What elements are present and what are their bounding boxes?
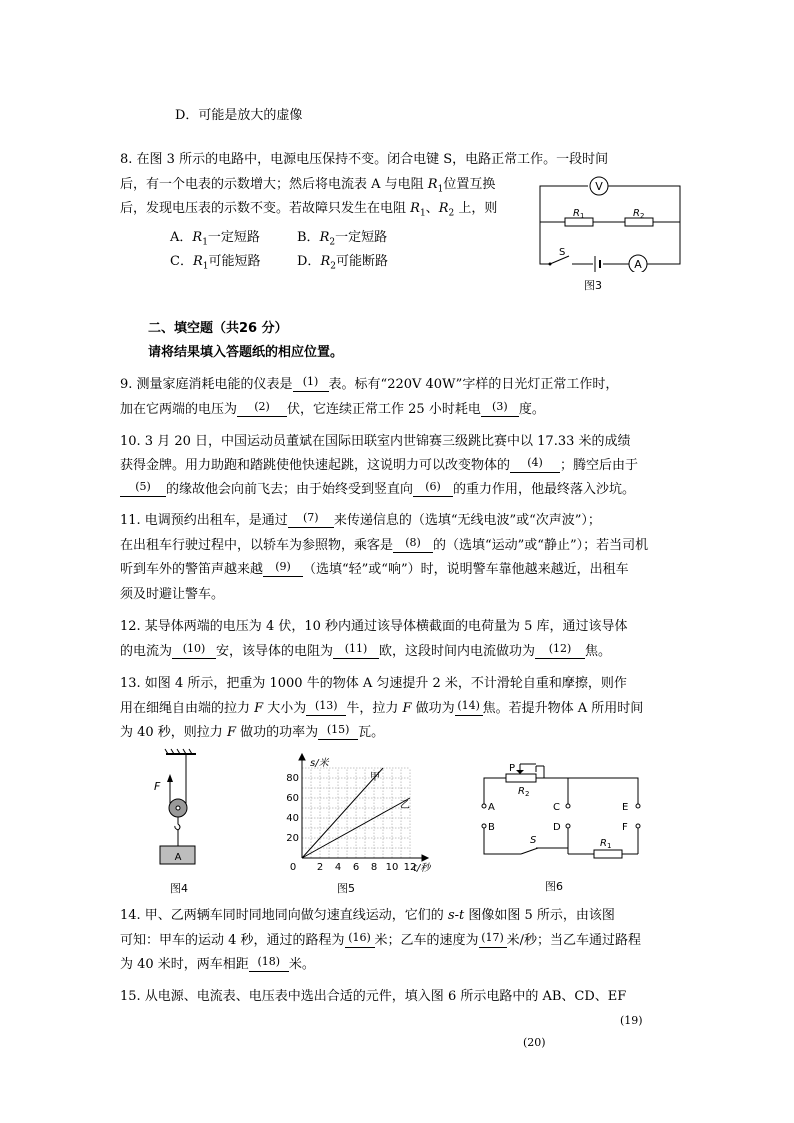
block-label: A [174, 852, 182, 863]
answer-blank-19[interactable]: (19) [620, 1014, 643, 1027]
resistor-r2-icon [625, 218, 653, 226]
answer-blank-5[interactable]: (5) [120, 484, 166, 497]
answer-blank-11[interactable]: (11) [333, 646, 379, 659]
label-d: D [553, 822, 561, 833]
terminal-d [566, 824, 570, 828]
answer-blank-20[interactable]: (20) [523, 1036, 546, 1049]
q10-line1: 10. 3 月 20 日，中国运动员董斌在国际田联室内世锦赛三级跳比赛中以 17.33 米的成绩 [120, 434, 631, 449]
r1-sub: 1 [607, 842, 612, 850]
q12-line1: 12. 某导体两端的电压为 4 伏，10 秒内通过该导体横截面的电荷量为 5 库，通过该导体 [120, 619, 628, 634]
q8-line2: 后，有一个电表的示数增大；然后将电流表 A 与电阻 $R_1$位置互换 [120, 177, 496, 195]
q8-option-c: C．$R_1$可能短路 [170, 254, 261, 272]
q14-line3: 为 40 米时，两车相距 (18) 米。 [120, 955, 315, 972]
q13-line1: 13. 如图 4 所示，把重为 1000 牛的物体 A 匀速提升 2 米，不计滑轮自重和摩擦，则作 [120, 676, 627, 691]
answer-blank-1[interactable]: (1) [293, 379, 329, 392]
q14-line1: 14. 甲、乙两辆车同时同地同向做匀速直线运动，它们的 s-t 图像如图 5 所示，由该图 [120, 908, 615, 923]
q15-line1: 15. 从电源、电流表、电压表中选出合适的元件，填入图 6 所示电路中的 AB、CD、EF [120, 989, 627, 1004]
label-b: B [488, 822, 495, 833]
q9-line1: 9. 测量家庭消耗电能的仪表是 (1) 表。标有“220V 40W”字样的日光灯正常工作时， [120, 375, 619, 392]
q13-line2: 用在细绳自由端的拉力 F 大小为 (13) 牛，拉力 F 做功为 (14) 焦。若提升物体 A 所用时间 [120, 699, 644, 716]
figure4-pulley [148, 748, 208, 870]
terminal-c [566, 804, 570, 808]
y-tick-label: 80 [286, 773, 299, 784]
label-f: F [622, 822, 628, 833]
q13-line3: 为 40 秒，则拉力 F 做功的功率为 (15) 瓦。 [120, 723, 385, 740]
rheostat-r2-icon [506, 774, 536, 782]
force-label: F [154, 780, 161, 793]
answer-blank-12[interactable]: (12) [535, 646, 585, 659]
figure5-st-graph [280, 752, 440, 876]
q8-option-d: D．$R_2$可能断路 [297, 254, 388, 272]
resistor-r1-icon [565, 218, 593, 226]
figure6-caption: 图6 [545, 880, 563, 893]
ammeter-label: A [634, 258, 642, 271]
x-tick-label: 4 [334, 862, 342, 873]
q8-option-b: B．$R_2$一定短路 [297, 230, 388, 248]
y-tick-label: 60 [286, 793, 299, 804]
x-axis-label: t/秒 [413, 863, 431, 874]
q8-option-a: A．$R_1$一定短路 [170, 230, 260, 248]
r1-sub: 1 [580, 212, 585, 220]
y-tick-label: 20 [286, 833, 299, 844]
switch-icon [521, 848, 538, 854]
answer-blank-16[interactable]: (16) [345, 935, 375, 948]
answer-blank-4[interactable]: (4) [510, 460, 560, 473]
q12-line2: 的电流为 (10) 安，该导体的电阻为 (11) 欧，这段时间内电流做功为 (12) 焦。 [120, 642, 612, 659]
figure6-circuit [476, 758, 672, 862]
resistor-r1-icon [594, 850, 622, 858]
q11-line4: 须及时避让警车。 [120, 587, 225, 602]
label-e: E [622, 802, 629, 813]
answer-blank-17[interactable]: (17) [479, 935, 507, 948]
q8-line1: 8. 在图 3 所示的电路中，电源电压保持不变。闭合电键 S，电路正常工作。一段时间 [120, 152, 609, 167]
slider-p-label: P [509, 763, 516, 774]
answer-blank-14[interactable]: (14) [455, 703, 483, 716]
q11-line2: 在出租车行驶过程中，以轿车为参照物，乘客是 (8) 的（选填“运动”或“静止”）；若当司机 [120, 536, 649, 553]
terminal-f [636, 824, 640, 828]
y-axis-arrow-icon [299, 754, 305, 760]
q7-option-d: D．可能是放大的虚像 [175, 108, 303, 123]
terminal-a [482, 804, 486, 808]
label-a: A [488, 802, 495, 813]
section2-title: 二、填空题（共26 分） [148, 321, 288, 336]
answer-blank-2[interactable]: (2) [237, 404, 287, 417]
q11-line3: 听到车外的警笛声越来越 (9) （选填“轻”或“响”）时，说明警车靠他越来越近，出租车 [120, 560, 629, 577]
r1-label: R [600, 838, 607, 849]
x-tick-label: 12 [403, 862, 417, 873]
figure5-caption: 图5 [337, 882, 355, 895]
switch-label: S [530, 835, 537, 846]
answer-blank-10[interactable]: (10) [172, 646, 216, 659]
q10-line2: 获得金牌。用力助跑和踏跳使他快速起跳，这说明力可以改变物体的 (4) ；腾空后由于 [120, 456, 639, 473]
x-tick-label: 8 [370, 862, 378, 873]
slider-p-icon [516, 770, 524, 774]
r2-label: R [518, 786, 525, 797]
answer-blank-3[interactable]: (3) [481, 404, 519, 417]
q9-line2: 加在它两端的电压为 (2) 伏，它连续正常工作 25 小时耗电 (3) 度。 [120, 400, 545, 417]
answer-blank-18[interactable]: (18) [249, 959, 289, 972]
q10-line3: (5) 的缘故他会向前飞去；由于始终受到竖直向 (6) 的重力作用，他最终落入沙坑。 [120, 483, 635, 497]
r2-sub: 2 [640, 212, 645, 220]
answer-blank-9[interactable]: (9) [263, 564, 303, 577]
series-label-jia: 甲 [370, 772, 380, 783]
q14-line2: 可知：甲车的运动 4 秒，通过的路程为 (16) 米；乙车的速度为 (17) 米/秒；当乙车通过路程 [120, 931, 641, 948]
x-tick-label: 10 [385, 862, 399, 873]
q8-line3: 后，发现电压表的示数不变。若故障只发生在电阻 $R_1$、$R_2$ 上，则 [120, 201, 498, 219]
y-axis-label: s/米 [310, 758, 329, 769]
answer-blank-15[interactable]: (15) [318, 727, 358, 740]
answer-blank-7[interactable]: (7) [288, 515, 334, 528]
x-tick-label: 0 [289, 862, 297, 873]
r2-label: R [633, 208, 640, 219]
r1-label: R [573, 208, 580, 219]
y-tick-label: 40 [286, 813, 299, 824]
figure3-caption: 图3 [584, 279, 602, 292]
voltmeter-label: V [595, 180, 603, 193]
switch-label: S [559, 247, 566, 258]
answer-blank-8[interactable]: (8) [393, 540, 433, 553]
force-arrow-icon [167, 774, 173, 782]
q11-line1: 11. 电调预约出租车，是通过 (7) 来传递信息的（选填“无线电波”或“次声波”）； [120, 511, 601, 528]
x-tick-label: 6 [352, 862, 360, 873]
answer-blank-13[interactable]: (13) [306, 703, 346, 716]
figure3-circuit [535, 172, 685, 272]
figure4-caption: 图4 [170, 882, 188, 895]
answer-blank-6[interactable]: (6) [413, 484, 453, 497]
label-c: C [553, 802, 560, 813]
x-tick-label: 2 [316, 862, 324, 873]
terminal-e [636, 804, 640, 808]
terminal-b [482, 824, 486, 828]
r2-sub: 2 [525, 790, 530, 798]
section2-instruction: 请将结果填入答题纸的相应位置。 [148, 345, 344, 360]
series-label-yi: 乙 [400, 800, 410, 811]
x-axis-arrow-icon [422, 855, 428, 861]
